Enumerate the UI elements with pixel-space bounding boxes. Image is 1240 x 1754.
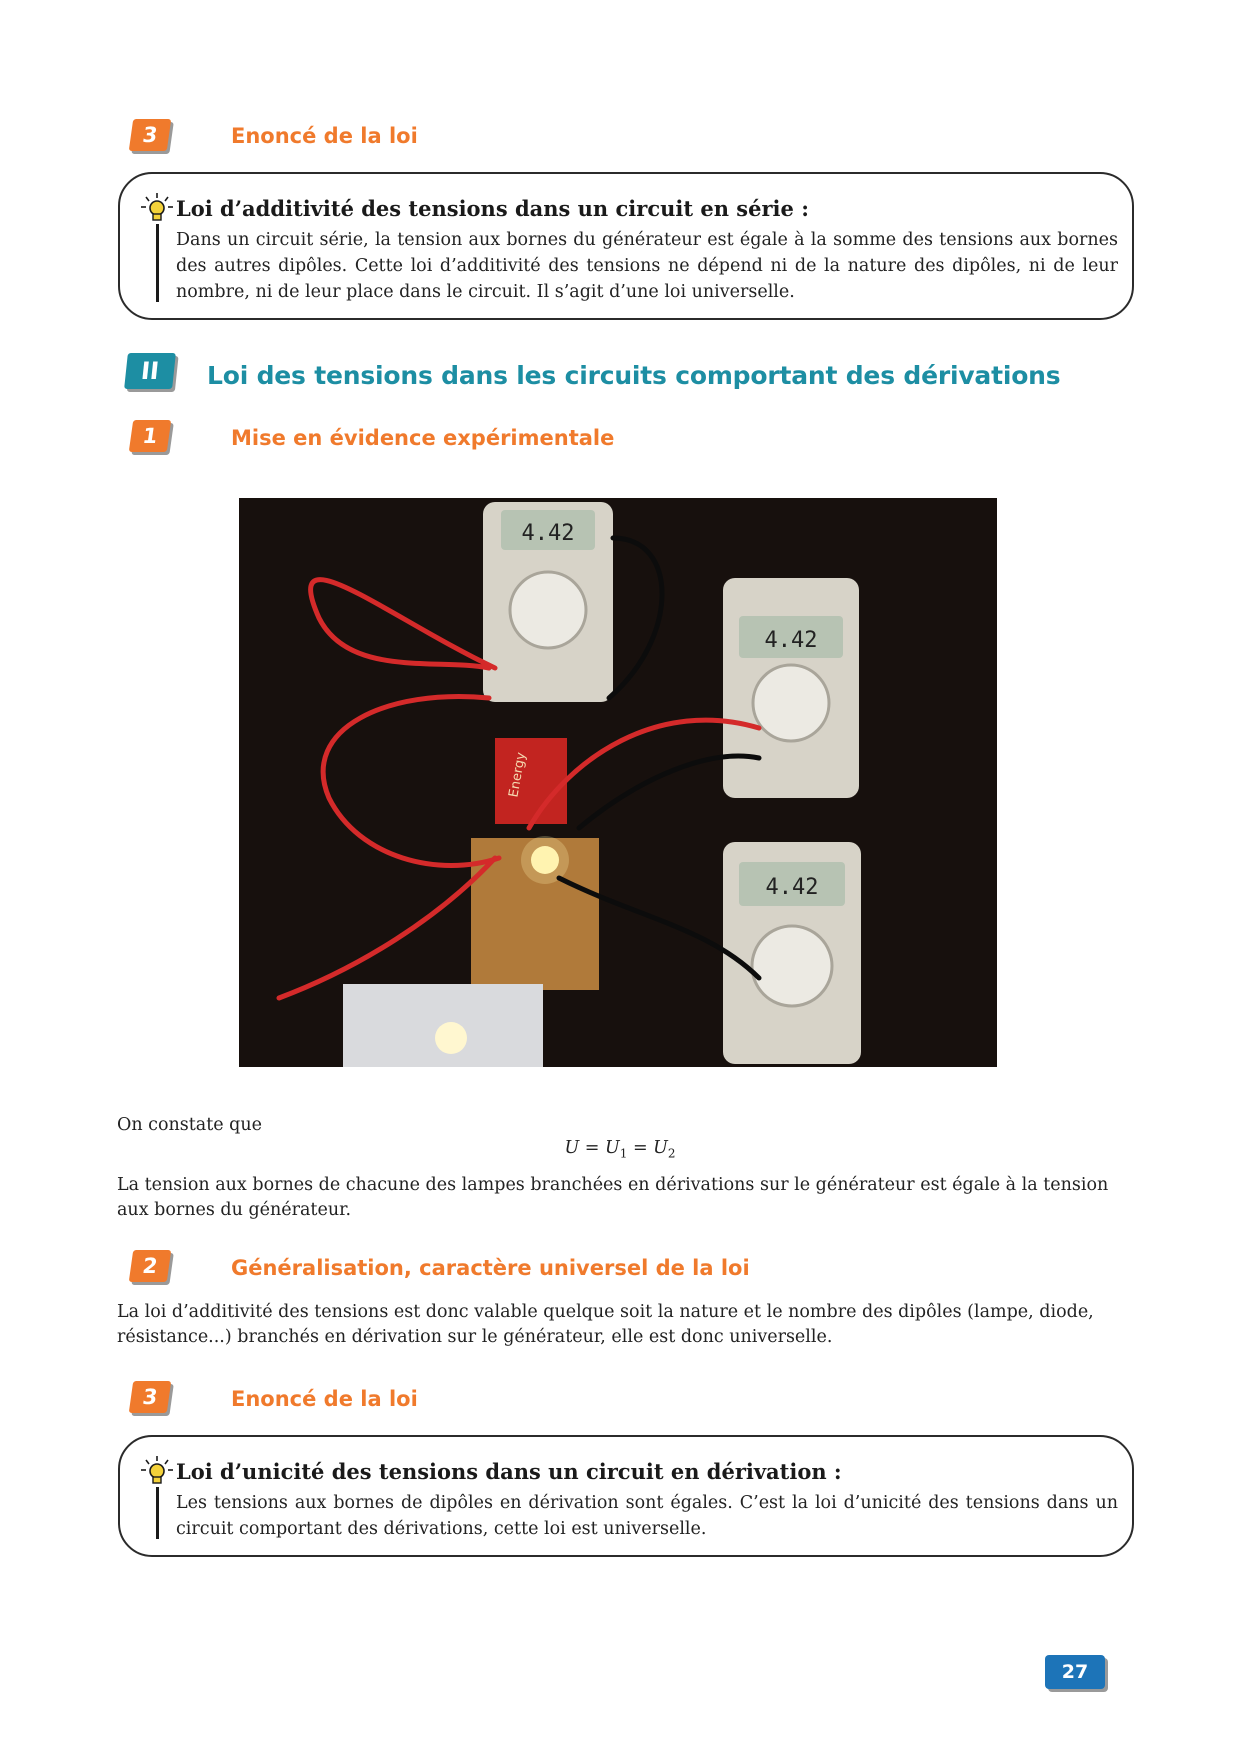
decorative-rule [156, 224, 159, 302]
lightbulb-icon [140, 1455, 174, 1487]
generalisation-text: La loi d’additivité des tensions est donc valable quelque soit la nature et le nombre des dipôles (lampe, diode, résistance...) branchés en dérivation sur le générateur, elle est donc universelle. [117, 1302, 1094, 1347]
section-number-badge: 3 [129, 119, 171, 151]
meter-reading: 4.42 [521, 521, 575, 546]
experiment-photo [239, 498, 997, 1067]
section-roman-badge: II [124, 353, 176, 389]
formula-sub2: 2 [667, 1146, 676, 1161]
law-text: Dans un circuit série, la tension aux bornes du générateur est égale à la somme des tensions aux bornes des autres dipôles. Cette loi d’additivité des tensions ne dépend ni de la nature des dipôles, ni de leur nombre, ni de leur place dans le circuit. Il s’agit d’une loi universelle. [176, 230, 1118, 302]
section-number-badge: 2 [129, 1250, 171, 1282]
observation-text: La tension aux bornes de chacune des lampes branchées en dérivations sur le générateur est égale à la tension aux bornes du générateur. [117, 1175, 1109, 1220]
law-text: Les tensions aux bornes de dipôles en dérivation sont égales. C’est la loi d’unicité des tensions dans un circuit comportant des dérivations, cette loi est universelle. [176, 1493, 1118, 1539]
decorative-rule [156, 1487, 159, 1539]
law-title: Loi d’unicité des tensions dans un circuit en dérivation : [176, 1459, 842, 1484]
law-box [118, 1435, 1134, 1557]
section-heading: Enoncé de la loi [231, 1387, 418, 1411]
formula-sub1: 1 [619, 1146, 628, 1161]
section-title: Loi des tensions dans les circuits comportant des dérivations [207, 361, 1061, 390]
section-heading: Mise en évidence expérimentale [231, 426, 615, 450]
formula: $U = U_1 = U_2$ [564, 1138, 676, 1161]
section-heading: Généralisation, caractère universel de la loi [231, 1256, 750, 1280]
multimeter [723, 842, 861, 1064]
formula-u1: U [604, 1138, 620, 1158]
page-number: 27 [1045, 1655, 1105, 1689]
formula-u: U [564, 1138, 580, 1158]
section-number-badge: 3 [129, 1381, 171, 1413]
formula-u2: U [653, 1138, 668, 1158]
lightbulb-icon [140, 192, 174, 224]
meter-reading: 4.42 [764, 628, 818, 653]
section-number-badge: 1 [129, 420, 171, 452]
multimeter [723, 578, 859, 798]
law-title: Loi d’additivité des tensions dans un circuit en série : [176, 196, 809, 221]
section-heading: Enoncé de la loi [231, 124, 418, 148]
observation-intro: On constate que [117, 1115, 263, 1135]
multimeter [483, 502, 613, 702]
law-box [118, 172, 1134, 320]
meter-reading: 4.42 [765, 875, 819, 900]
battery-label: Energy [506, 751, 530, 799]
